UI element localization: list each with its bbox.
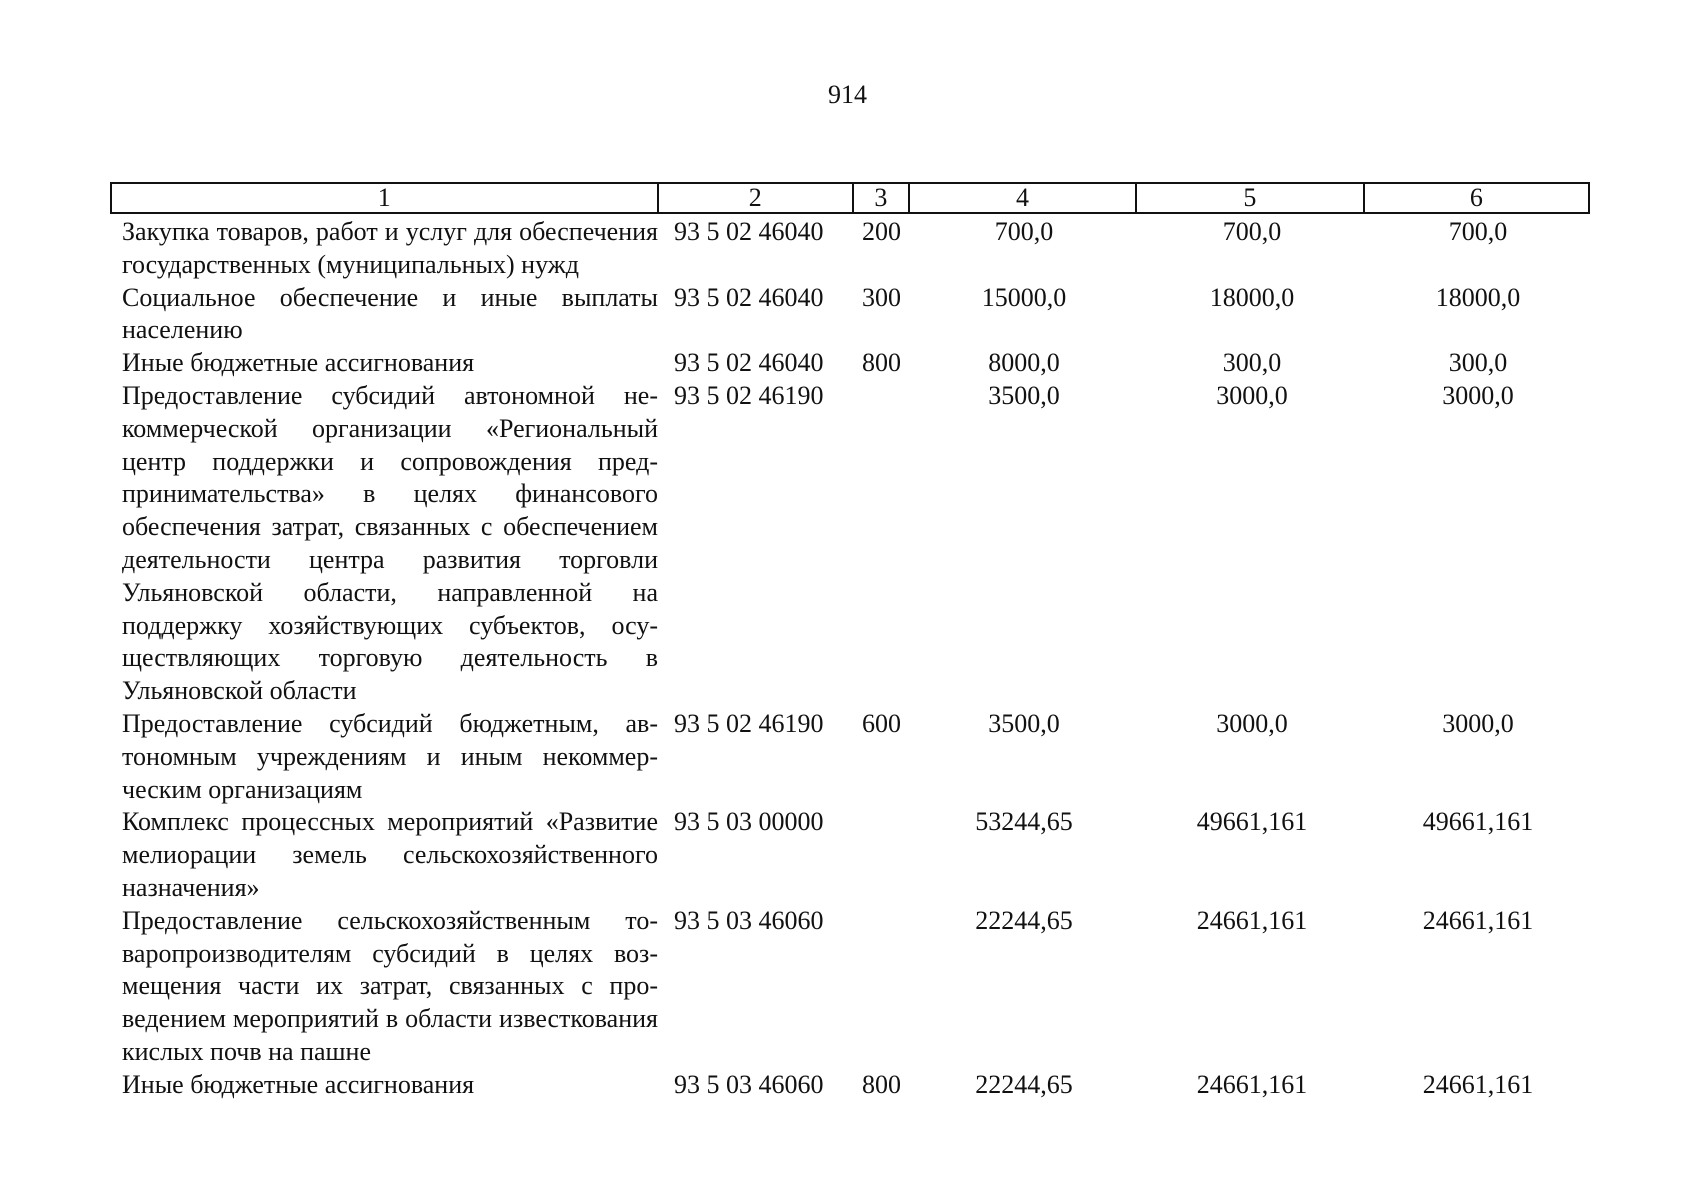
row-type: 800: [862, 348, 901, 378]
row-value-5: 3000,0: [1216, 708, 1288, 738]
row-code: 93 5 02 46040: [674, 348, 824, 378]
row-name: Закупка товаров, работ и услуг для обеспечения государственных (муниципальных) нужд: [122, 217, 658, 279]
row-value-4: 22244,65: [975, 905, 1073, 935]
row-value-4: 8000,0: [988, 348, 1060, 378]
table-row: [110, 806, 1590, 904]
page-number: 914: [828, 80, 867, 109]
table-row: [110, 216, 1590, 282]
row-code: 93 5 02 46040: [674, 217, 824, 246]
row-value-5: 49661,161: [1196, 807, 1308, 837]
row-value-4: 700,0: [994, 217, 1054, 246]
row-code: 93 5 02 46190: [674, 708, 824, 738]
row-name: Предоставление субсидий автономной некоммерческой организации «Региональный центр поддержки и сопровождения предпринимательства» в целях финансового обеспечения затрат, связанных с обеспечением деятельности центра развития торговли Ульяновской области, направленной на поддержку хозяйствующих субъектов, осуществляющих торговую деятельность в Ульяновской области: [122, 380, 658, 706]
row-value-6: 700,0: [1448, 217, 1508, 246]
row-value-6: 300,0: [1448, 348, 1508, 378]
table-body: [110, 216, 1590, 1102]
header-col-6: 6: [1469, 183, 1483, 212]
row-value-5: 24661,161: [1196, 905, 1308, 935]
row-value-4: 3500,0: [988, 708, 1060, 738]
table-header: [110, 182, 1590, 214]
row-value-6: 24661,161: [1422, 905, 1534, 935]
row-value-4: 15000,0: [981, 282, 1067, 312]
table-row: [110, 282, 1590, 348]
table-row: [110, 708, 1590, 806]
table-row: [110, 380, 1590, 708]
row-type: 300: [862, 282, 901, 312]
table-row: [110, 1069, 1590, 1102]
header-col-4: 4: [910, 184, 1137, 212]
row-code: 93 5 03 00000: [674, 807, 824, 837]
row-code: 93 5 03 46060: [674, 905, 824, 935]
row-name: Предоставление сельскохозяйственным товаропроизводителям субсидий в целях возмещения части их затрат, связанных с проведением мероприятий в области известкования кислых почв на пашне: [122, 905, 658, 1066]
row-value-6: 3000,0: [1442, 708, 1514, 738]
row-name: Иные бюджетные ассигнования: [122, 1069, 475, 1099]
row-type: 800: [862, 1069, 901, 1099]
row-code: 93 5 03 46060: [674, 1069, 824, 1099]
row-value-6: 3000,0: [1442, 380, 1514, 410]
row-value-6: 18000,0: [1435, 282, 1521, 312]
row-value-5: 24661,161: [1196, 1069, 1308, 1099]
row-value-5: 300,0: [1222, 348, 1282, 378]
header-col-3: 3: [854, 184, 910, 212]
header-col-1: 1: [112, 184, 659, 212]
row-name: Иные бюджетные ассигнования: [122, 348, 475, 378]
row-name: Комплекс процессных мероприятий «Развитие мелиорации земель сельскохозяйственного назначения»: [122, 807, 658, 902]
row-value-6: 49661,161: [1422, 807, 1534, 837]
row-value-4: 22244,65: [975, 1069, 1073, 1099]
row-value-5: 3000,0: [1216, 380, 1288, 410]
row-code: 93 5 02 46190: [674, 380, 824, 410]
row-value-6: 24661,161: [1422, 1069, 1534, 1099]
row-value-5: 18000,0: [1209, 282, 1295, 312]
row-name: Социальное обеспечение и иные выплаты населению: [122, 282, 658, 345]
row-value-5: 700,0: [1222, 217, 1282, 246]
row-type: 600: [862, 708, 901, 738]
table-row: [110, 347, 1590, 380]
row-value-4: 3500,0: [988, 380, 1060, 410]
row-type: 200: [862, 217, 901, 246]
header-col-5: 5: [1137, 184, 1364, 212]
row-value-4: 53244,65: [975, 807, 1073, 837]
table-row: [110, 905, 1590, 1069]
row-name: Предоставление субсидий бюджетным, автономным учреждениям и иным некоммерческим организациям: [122, 708, 658, 804]
row-code: 93 5 02 46040: [674, 282, 824, 312]
header-col-2: 2: [659, 184, 854, 212]
